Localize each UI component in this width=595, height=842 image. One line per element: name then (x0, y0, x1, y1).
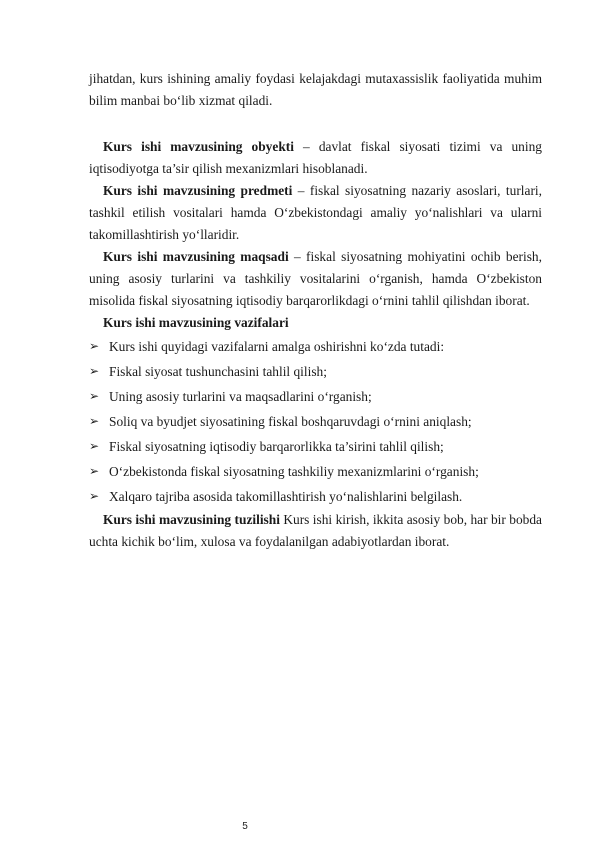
structure-paragraph (89, 509, 542, 553)
list-item (89, 334, 542, 359)
arrow-bullet-icon: ➢ (89, 389, 100, 403)
list-item-text: O‘zbekistonda fiskal siyosatning tashkiliy mexanizmlarini o‘rganish; (109, 464, 479, 479)
list-item (89, 359, 542, 384)
document-page (89, 68, 542, 553)
goal-paragraph (89, 246, 542, 312)
arrow-bullet-icon: ➢ (89, 414, 100, 428)
tasks-heading: Kurs ishi mavzusining vazifalari (103, 315, 289, 330)
list-item (89, 484, 542, 509)
object-text: – davlat fiskal siyosati tizimi va uning iqtisodiyotga ta’sir qilish mexanizmlari hisoblanadi. (89, 139, 542, 176)
list-item-text: Soliq va byudjet siyosatining fiskal boshqaruvdagi o‘rnini aniqlash; (109, 414, 472, 429)
subject-text: – fiskal siyosatning nazariy asoslari, turlari, tashkil etilish vositalari hamda O‘zbekistondagi amaliy yo‘nalishlari va ularni takomillashtirish yo‘llaridir. (89, 183, 542, 242)
list-item-text: Uning asosiy turlarini va maqsadlarini o‘rganish; (109, 389, 372, 404)
page-number: 5 (242, 821, 248, 832)
list-item-text: Kurs ishi quyidagi vazifalarni amalga oshirishni ko‘zda tutadi: (109, 339, 445, 354)
object-term: Kurs ishi mavzusining obyekti (103, 139, 294, 154)
list-item-text: Xalqaro tajriba asosida takomillashtirish yo‘nalishlarini belgilash. (109, 489, 463, 504)
arrow-bullet-icon: ➢ (89, 489, 100, 503)
list-item (89, 434, 542, 459)
arrow-bullet-icon: ➢ (89, 339, 100, 353)
list-item (89, 459, 542, 484)
goal-term: Kurs ishi mavzusining maqsadi (103, 249, 289, 264)
goal-text: – fiskal siyosatning mohiyatini ochib berish, uning asosiy turlarini va tashkiliy vositalarini o‘rganish, hamda O‘zbekiston misolida fiskal siyosatning iqtisodiy barqarorlikdagi o‘rnini tahlil qilishdan iborat. (89, 249, 542, 308)
intro-paragraph: jihatdan, kurs ishining amaliy foydasi kelajakdagi mutaxassislik faoliyatida muhim bilim manbai bo‘lib xizmat qiladi. (89, 71, 542, 108)
paragraph-gap (89, 112, 542, 136)
structure-term: Kurs ishi mavzusining tuzilishi (103, 512, 280, 527)
arrow-bullet-icon: ➢ (89, 439, 100, 453)
list-item (89, 409, 542, 434)
structure-text: Kurs ishi kirish, ikkita asosiy bob, har bir bobda uchta kichik bo‘lim, xulosa va foydalanilgan adabiyotlardan iborat. (89, 512, 542, 549)
subject-term: Kurs ishi mavzusining predmeti (103, 183, 293, 198)
object-paragraph (89, 136, 542, 180)
list-item-text: Fiskal siyosatning iqtisodiy barqarorlikka ta’sirini tahlil qilish; (109, 439, 444, 454)
subject-paragraph (89, 180, 542, 246)
tasks-list (89, 334, 542, 509)
list-item (89, 384, 542, 409)
arrow-bullet-icon: ➢ (89, 464, 100, 478)
arrow-bullet-icon: ➢ (89, 364, 100, 378)
list-item-text: Fiskal siyosat tushunchasini tahlil qilish; (109, 364, 327, 379)
